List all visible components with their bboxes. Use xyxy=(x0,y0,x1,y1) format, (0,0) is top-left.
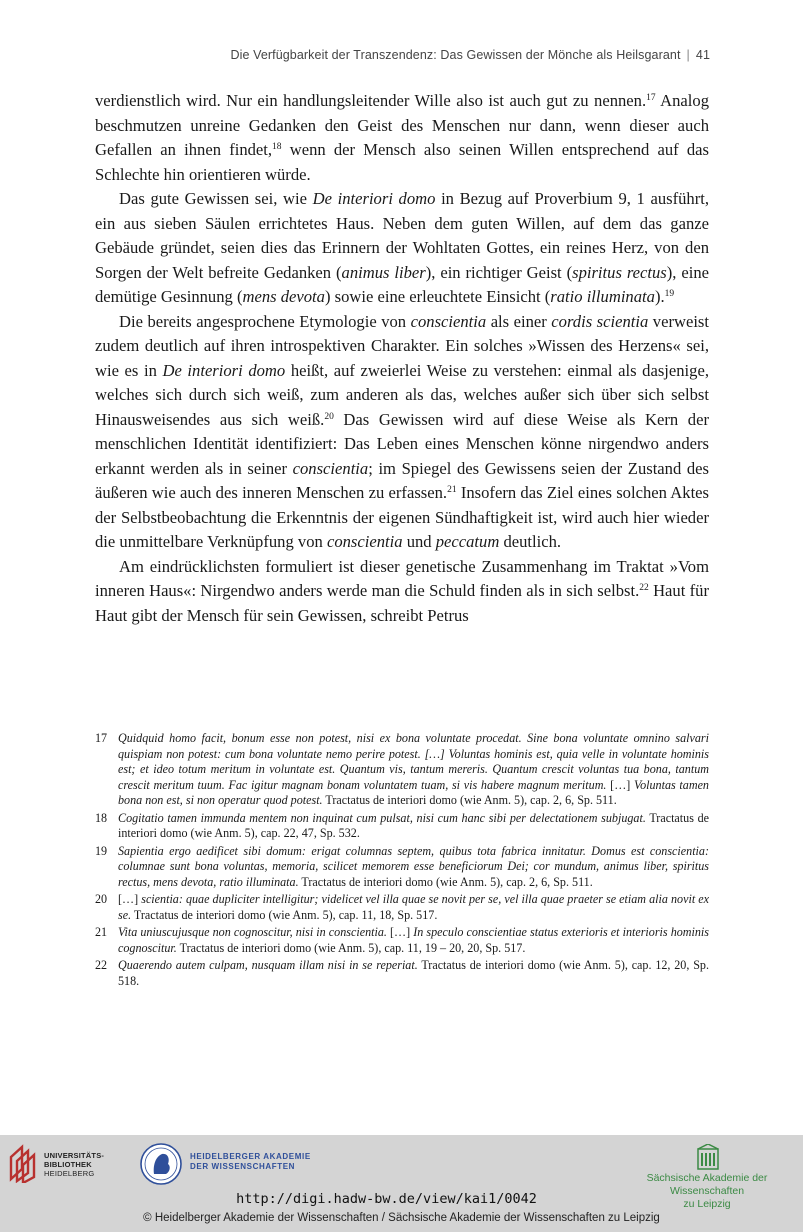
footnote-19: 19 Sapientia ergo aedificet sibi domum: erigat columnas septem, quibus tota fabrica innitatur. Domus est conscientia: columnae sunt bona voluntas, memoria, scilicet memorem esse beneficiorum Dei; cor mundum, animus liber, spiritus rectus, mens devota, ratio illuminata. Tractatus de interiori domo (wie Anm. 5), cap. 2, 6, Sp. 511. xyxy=(95,843,709,889)
ub-heidelberg-text: UNIVERSITÄTS- BIBLIOTHEK HEIDELBERG xyxy=(44,1151,105,1178)
running-head xyxy=(0,48,710,62)
saw-logo-icon[interactable] xyxy=(697,1144,719,1170)
footnote-20: 20 […] scientia: quae dupliciter intelligitur; videlicet vel illa quae se novit per se, vel illa quae praeter se etiam alia novit ex se. Tractatus de interiori domo (wie Anm. 5), cap. 11, 18, Sp. 517. xyxy=(95,892,710,922)
footnote-ref-18[interactable]: 18 xyxy=(272,142,282,152)
footnote-21: 21 Vita uniuscujusque non cognoscitur, nisi in conscientia. […] In speculo conscientiae status exterioris et interioris hominis cognoscitur. Tractatus de interiori domo (wie Anm. 5), cap. 11, 19 – 20, 20, Sp. 517. xyxy=(95,925,709,955)
saw-text: Sächsische Akademie der Wissenschaften zu Leipzig xyxy=(646,1172,768,1210)
page-number: 41 xyxy=(695,48,710,62)
footnote-ref-20[interactable]: 20 xyxy=(324,411,334,422)
footnote-ref-22[interactable]: 22 xyxy=(639,583,649,593)
paragraph-4: Am eindrücklichsten formuliert ist dieser genetische Zusammenhang im Traktat »Vom inneren Haus«: Nirgendwo anders werde man die Schuld finden als in sich selbst.$^{22}$ Haut für Haut gibt der Mensch für sein Gewissen, schreibt Petrus xyxy=(95,556,710,625)
ub-logo-icon xyxy=(8,1143,42,1183)
hadw-text: HEIDELBERGER AKADEMIE DER WISSENSCHAFTEN xyxy=(190,1152,311,1171)
footnote-22: 22 Quaerendo autem culpam, nusquam illam nisi in se reperiat. Tractatus de interiori domo (wie Anm. 5), cap. 12, 20, Sp. 518. xyxy=(95,958,709,988)
footnote-ref-17[interactable]: 17 xyxy=(646,93,656,103)
permalink-url[interactable]: http://digi.hadw-bw.de/view/kai1/0042 xyxy=(236,1191,537,1207)
footnote-ref-21[interactable]: 21 xyxy=(447,485,457,495)
header-separator: | xyxy=(686,48,690,62)
paragraph-2: Das gute Gewissen sei, wie De interiori domo in Bezug auf Proverbium 9, 1 ausführt, ein aus sieben Säulen errichtetes Haus. Neben dem guten Willen, auf dem das ganze Gebäude gründet, seien dies das Erinnern der Wohltaten Gottes, ein reines Herz, von den Sorgen der Welt befreite Gedanken (animus liber), ein richtiger Geist (spiritus rectus), eine demütige Gesinnung (mens devota) sowie eine erleuchtete Einsicht (ratio illuminata).$^{19}$ xyxy=(95,189,709,306)
paragraph-1: verdienstlich wird. Nur ein handlungsleitender Wille also ist auch gut zu nennen.$^{17}$ Analog beschmutzen unreine Gedanken den Geist des Menschen nur dann, wenn dieser auch Gefallen an ihnen findet,$^{18}$ wenn der Mensch also seinen Willen entsprechend auf das Schlechte hin orientieren würde. xyxy=(95,91,709,184)
main-text xyxy=(95,89,709,628)
footnotes xyxy=(95,731,709,991)
footnote-ref-19[interactable]: 19 xyxy=(664,289,675,299)
paragraph-3: Die bereits angesprochene Etymologie von conscientia als einer cordis scientia verweist zudem deutlich auf ihren introspektiven Charakter. Ein solches »Wissen des Herzens« sei, wie es in De interiori domo heißt, auf zweierlei Weise zu verstehen: einmal als dasjenige, welches sich durch sich weiß, zum anderen als das, welches außer sich über sich selbst Hinausweisendes aus sich weiß.$^{20}$ Das Gewissen wird auf diese Weise als Kern der menschlichen Identität identifiziert: Das Leben eines Menschen könne nirgendwo anders erkannt werden als in seiner conscientia; im Spiegel des Gewissens seien der Zustand des äußeren wie auch des inneren Menschen zu erfassen.$^{21}$ Insofern das Ziel eines solchen Aktes der Selbstbeobachtung die Erkenntnis der eigenen Sündhaftigkeit ist, wird auch hier wieder die unmittelbare Verknüpfung von conscientia und peccatum deutlich. xyxy=(95,311,710,551)
running-title: Die Verfügbarkeit der Transzendenz: Das Gewissen der Mönche als Heilsgarant xyxy=(230,48,681,62)
hadw-seal-icon xyxy=(140,1142,182,1186)
copyright-notice: © Heidelberger Akademie der Wissenschaften / Sächsische Akademie der Wissenschaften zu Leipzig xyxy=(143,1212,660,1224)
hadw-logo[interactable] xyxy=(140,1142,182,1186)
footnote-17: 17 Quidquid homo facit, bonum esse non potest, nisi ex bona voluntate procedat. Sine bona voluntate omnino salvari quispiam non potest: cum bona voluntate nemo perire potest. […] Voluntas hominis est, quia velle in voluntate hominis est; et ideo totum meritum in voluntate est. Quantum vis, tantum mereris. Quantum crescit voluntas tua bona, tantum crescit meritum tuum. Fac igitur magnam bonam voluntatem tuam, si vis habere magnum meritum. […] Voluntas tamen bona non est, si non operatur quod potest. Tractatus de interiori domo (wie Anm. 5), cap. 2, 6, Sp. 511. xyxy=(95,731,709,807)
footnote-18: 18 Cogitatio tamen immunda mentem non inquinat cum pulsat, nisi cum hanc sibi per delectationem subjugat. Tractatus de interiori domo (wie Anm. 5), cap. 22, 47, Sp. 532. xyxy=(95,810,710,840)
